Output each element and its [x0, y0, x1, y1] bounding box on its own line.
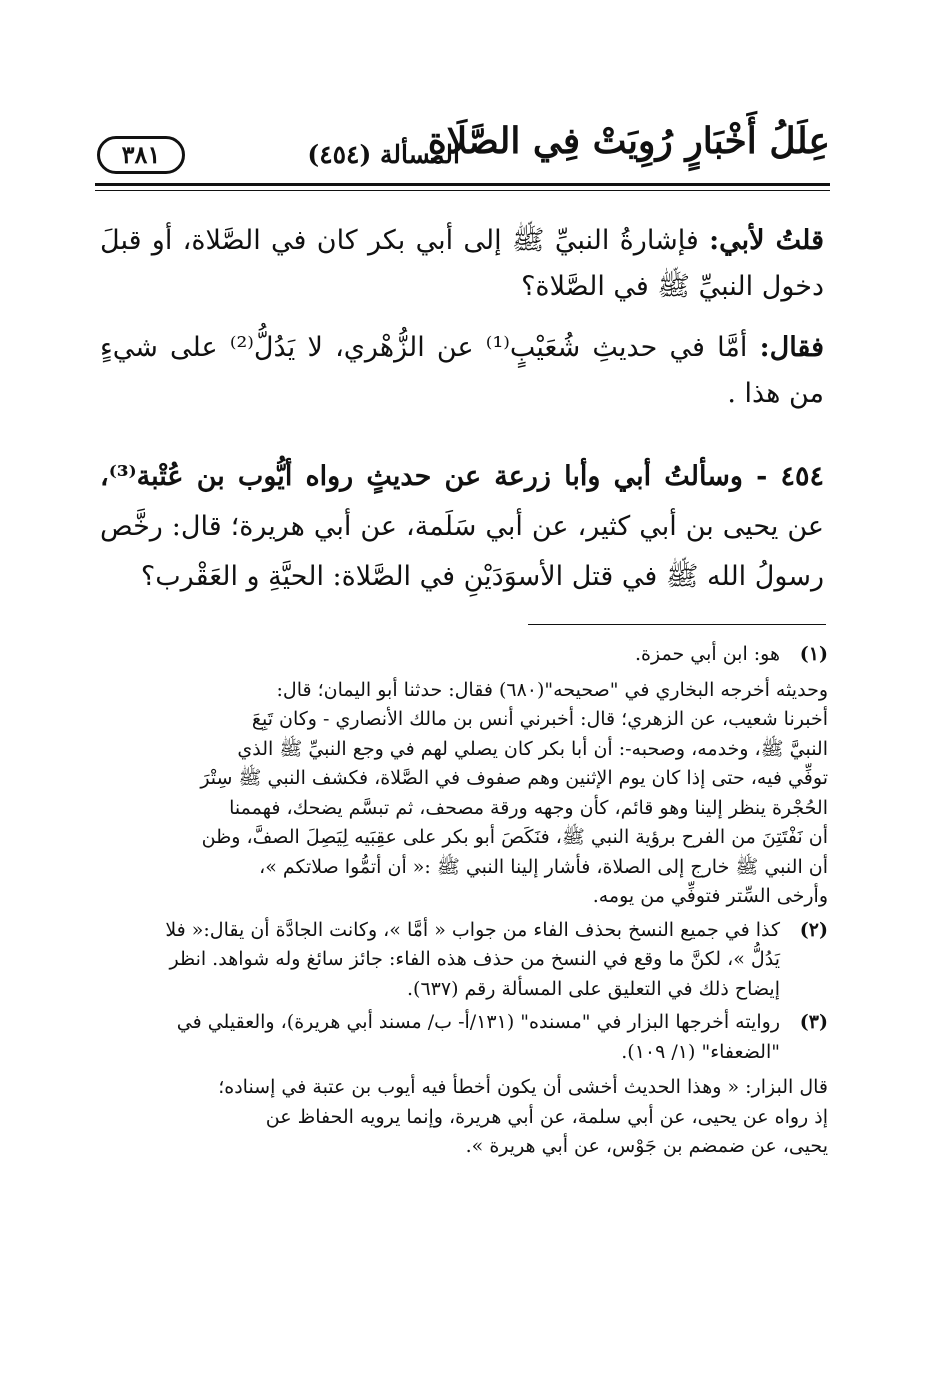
footnote-1 — [118, 640, 828, 670]
footnote-line: أن نَفْتَتِنَ من الفرح برؤية النبي ﷺ، فنَكَصَ أبو بكر على عقِبَيه لِيَصِلَ الصفَّ، وظن — [201, 826, 828, 848]
footnote-line: "الضعفاء" (١/ ١٠٩). — [621, 1040, 780, 1063]
footnote-1-continuation — [118, 676, 828, 912]
footnote-3-continuation — [118, 1073, 828, 1162]
footnote-line: يحيى، عن ضمضم بن جَوْس، عن أبي هريرة ». — [465, 1135, 828, 1157]
paragraph-text: أمَّا في حديثِ شُعَيْبٍ⁽¹⁾ عن الزُّهْري، لا يَدُلُّ⁽²⁾ على شيءٍ من هذا . — [100, 332, 824, 409]
footnote-3 — [118, 1008, 828, 1067]
paragraph-lead: وسألتُ أبي وأبا زرعة عن حديثٍ رواه أيُّوب بن عُتْبة⁽³⁾، — [100, 461, 757, 492]
paragraph-question — [100, 218, 876, 310]
paragraph-text: فإشارةُ النبيِّ ﷺ إلى أبي بكر كان في الصَّلاة، أو قبلَ دخول النبيِّ ﷺ في الصَّلاة؟ — [100, 225, 824, 302]
footnote-line: هو: ابن أبي حمزة. — [635, 643, 780, 665]
footnotes — [118, 640, 828, 1162]
footnote-marker: (٢) — [799, 918, 828, 941]
footnote-line: روايته أخرجها البزار في "مسنده" (١٣١/أ- ب/ مسند أبي هريرة)، والعقيلي في — [176, 1011, 780, 1033]
footnote-line: أن النبي ﷺ خارج إلى الصلاة، فأشار إلينا النبي ﷺ :« أن أتمُّوا صلاتكم »، — [259, 855, 828, 878]
footnote-line: قال البزار: « وهذا الحديث أخشى أن يكون أخطأ فيه أيوب بن عتبة في إسناده؛ — [218, 1076, 828, 1098]
footnote-line: النبيَّ ﷺ، وخدمه، وصحبه-: أن أبا بكر كان يصلي لهم في وجع النبيِّ ﷺ الذي — [237, 737, 828, 760]
footnote-line: يَدُلُّ »، لكنَّ ما وقع في النسخ من حذف هذه الفاء: جائز سائغ وله شواهد. انظر — [169, 948, 780, 970]
paragraph-lead: قلتُ لأبي: — [709, 225, 824, 256]
footnote-line: كذا في جميع النسخ بحذف الفاء من جواب « أمَّا »، وكانت الجادَّة أن يقال:« فلا — [165, 918, 780, 941]
footnote-line: إذ رواه عن يحيى، عن أبي سلمة، عن أبي هريرة، وإنما يرويه الحفاظ عن — [265, 1105, 828, 1128]
question-number: ٤٥٤ - — [756, 461, 824, 492]
paragraph-question-454 — [100, 452, 876, 602]
paragraph-lead: فقال: — [759, 332, 824, 363]
question-label: المسألة (٤٥٤) — [307, 140, 460, 169]
chapter-title: عِلَلُ أَخْبَارٍ رُوِيَتْ فِي الصَّلَاةِ — [427, 120, 830, 162]
paragraph-text: عن يحيى بن أبي كثير، عن أبي سَلَمة، عن أبي هريرة؛ قال: رخَّص رسولُ الله ﷺ في قتل الأسوَدَيْنِ في الصَّلاة: الحيَّةِ و العَقْرب؟ — [100, 511, 824, 592]
footnote-line: أخبرنا شعيب، عن الزهري؛ قال: أخبرني أنس بن مالك الأنصاري - وكان تَبِعَ — [251, 708, 828, 730]
footnote-line: وحديثه أخرجه البخاري في "صحيحه"(٦٨٠) فقال: حدثنا أبو اليمان؛ قال: — [276, 678, 828, 701]
paragraph-answer — [100, 325, 876, 417]
footnote-2 — [118, 916, 828, 1005]
footnote-marker: (٣) — [799, 1011, 828, 1033]
footnote-line: الحُجْرة ينظر إلينا وهو قائم، كأن وجهه ورقة مصحف، ثم تبسَّم يضحك، فهممنا — [229, 796, 828, 819]
footnote-marker: (١) — [799, 643, 828, 665]
header-rule-thin — [95, 190, 830, 191]
running-header — [95, 118, 830, 180]
page-number: ٣٨١ — [97, 136, 185, 174]
header-rule — [95, 183, 830, 186]
footnote-line: إيضاح ذلك في التعليق على المسألة رقم (٦٣٧). — [406, 977, 780, 1000]
footnote-separator — [528, 624, 826, 625]
footnote-line: توفِّي فيه، حتى إذا كان يوم الإثنين وهم صفوف في الصَّلاة، فكشف النبي ﷺ سِتْرَ — [200, 767, 828, 789]
footnote-line: وأرخى السِّتر فتوفِّي من يومه. — [592, 885, 828, 907]
